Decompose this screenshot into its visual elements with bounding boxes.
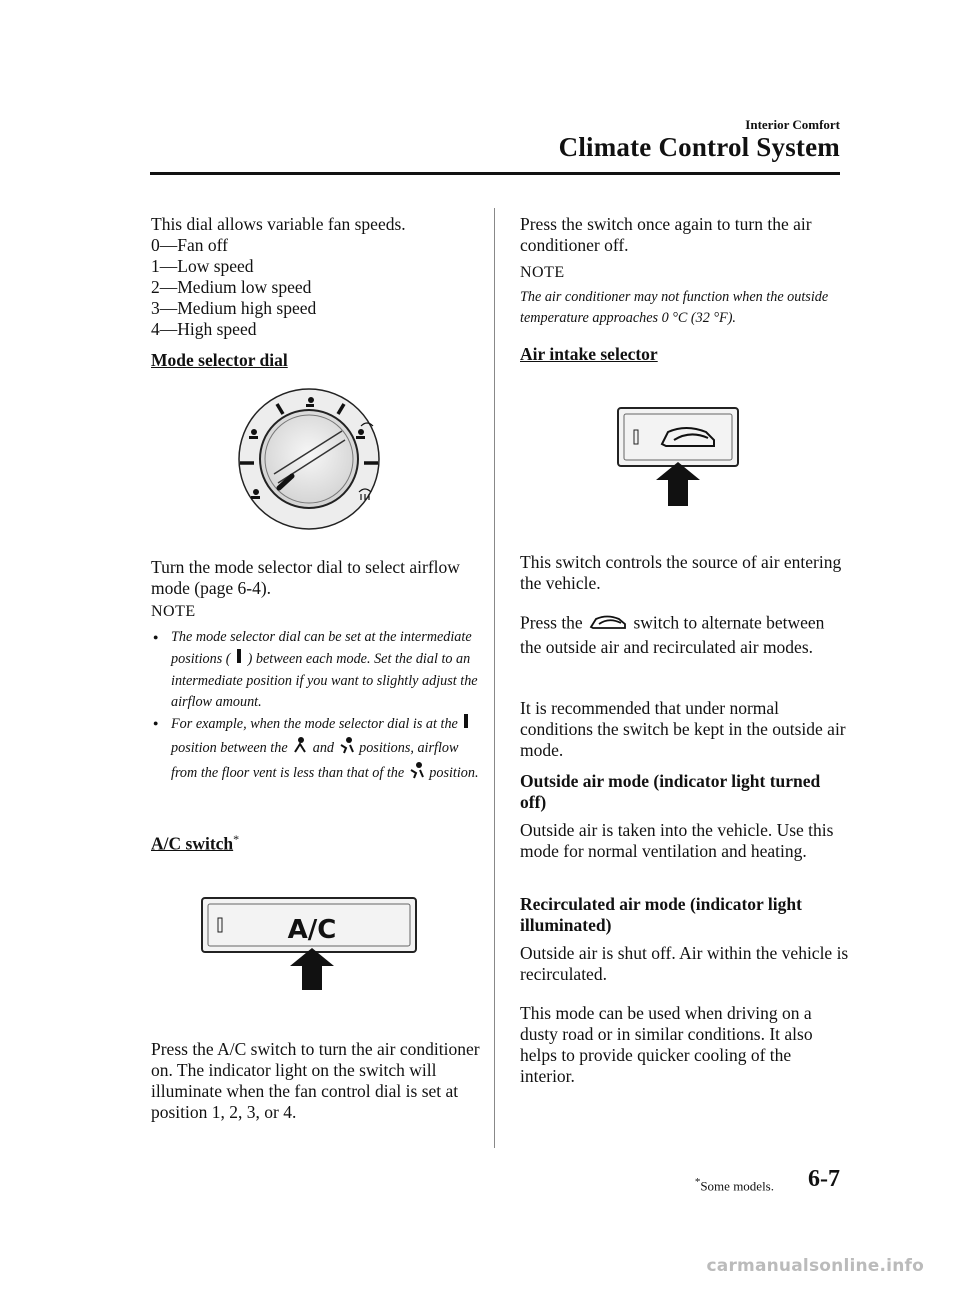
page-number: 6-7 <box>808 1166 840 1192</box>
fan-intro: This dial allows variable fan speeds. <box>151 214 406 234</box>
note-title-right: NOTE <box>520 264 565 281</box>
outside-air-text: Outside air is taken into the vehicle. Use this mode for normal ventilation and heating. <box>520 820 834 861</box>
mode-note-2-a: For example, when the mode selector dial is at the <box>171 715 458 732</box>
header-rule <box>150 172 840 175</box>
intermediate-mark-icon <box>461 713 471 736</box>
feet-mode-icon <box>338 736 356 761</box>
outside-air-heading: Outside air mode (indicator light turned off) <box>520 771 821 812</box>
fan-speed-2: 2―Medium low speed <box>151 277 312 297</box>
mode-notes <box>151 627 481 786</box>
mode-note-1-b: ) between each mode. Set the dial to an intermediate position if you want to slightly adjust the airflow amount. <box>171 650 478 710</box>
mode-note-2-c: and <box>312 739 335 756</box>
fan-speed-0: 0―Fan off <box>151 235 228 255</box>
fan-speed-4: 4―High speed <box>151 319 257 339</box>
fan-speed-3: 3―Medium high speed <box>151 298 317 318</box>
ac-switch-illustration <box>200 896 420 994</box>
mode-text: Turn the mode selector dial to select airflow mode (page 6-4). <box>151 557 460 598</box>
intake-p2-b: switch to alternate between the outside air and recirculated air modes. <box>520 612 825 657</box>
mode-note-1-a: The mode selector dial can be set at the intermediate positions ( <box>171 629 472 667</box>
footnote-text: Some models. <box>700 1178 774 1194</box>
mode-note-2-b: position between the <box>171 739 288 756</box>
fan-speed-1: 1―Low speed <box>151 256 254 276</box>
ac-switch-heading-wrap <box>151 832 239 854</box>
page-title: Climate Control System <box>558 132 840 162</box>
air-intake-switch-illustration <box>616 406 742 510</box>
watermark: carmanualsonline.info <box>706 1256 924 1276</box>
feet-mode-icon <box>408 761 426 786</box>
mode-selector-dial-illustration <box>234 384 384 534</box>
some-models-footnote <box>695 1176 774 1194</box>
recirculated-air-heading: Recirculated air mode (indicator light illuminated) <box>520 894 802 935</box>
ac-switch-label: A/C <box>287 915 337 945</box>
intake-p3: It is recommended that under normal conditions the switch be kept in the outside air mode. <box>520 698 846 760</box>
ac-switch-heading: A/C switch <box>151 833 234 854</box>
recirculated-air-text-1: Outside air is shut off. Air within the vehicle is recirculated. <box>520 943 849 984</box>
some-models-star: * <box>233 832 240 846</box>
intake-p1: This switch controls the source of air entering the vehicle. <box>520 552 842 593</box>
ac-text: Press the A/C switch to turn the air conditioner on. The indicator light on the switch will illuminate when the fan control dial is set at position 1, 2, 3, or 4. <box>151 1039 480 1122</box>
footnote-star: * <box>694 1176 701 1188</box>
recirculated-air-text-2: This mode can be used when driving on a dusty road or in similar conditions. It also helps to provide quicker cooling of the interior. <box>520 1003 813 1086</box>
fan-speed-block <box>151 214 481 340</box>
mode-selector-heading: Mode selector dial <box>151 350 288 370</box>
note-title-left: NOTE <box>151 603 196 620</box>
note-right-text: The air conditioner may not function when the outside temperature approaches 0 °C (32 °F). <box>520 289 829 326</box>
section-label: Interior Comfort <box>745 117 840 132</box>
intermediate-mark-icon <box>234 648 244 671</box>
intake-p2-a: Press the <box>520 612 583 633</box>
face-feet-mode-icon <box>291 736 309 761</box>
ac-off-text: Press the switch once again to turn the air conditioner off. <box>520 214 812 255</box>
mode-note-1 <box>151 627 481 713</box>
intake-p2 <box>520 612 850 658</box>
recirculation-car-icon <box>587 612 629 637</box>
mode-note-2-d: positions, airflow from the floor vent is less than that of the <box>171 739 459 781</box>
column-divider <box>494 208 495 1148</box>
mode-note-2-e: position. <box>429 764 479 781</box>
mode-note-2 <box>151 713 481 786</box>
air-intake-heading: Air intake selector <box>520 344 658 364</box>
